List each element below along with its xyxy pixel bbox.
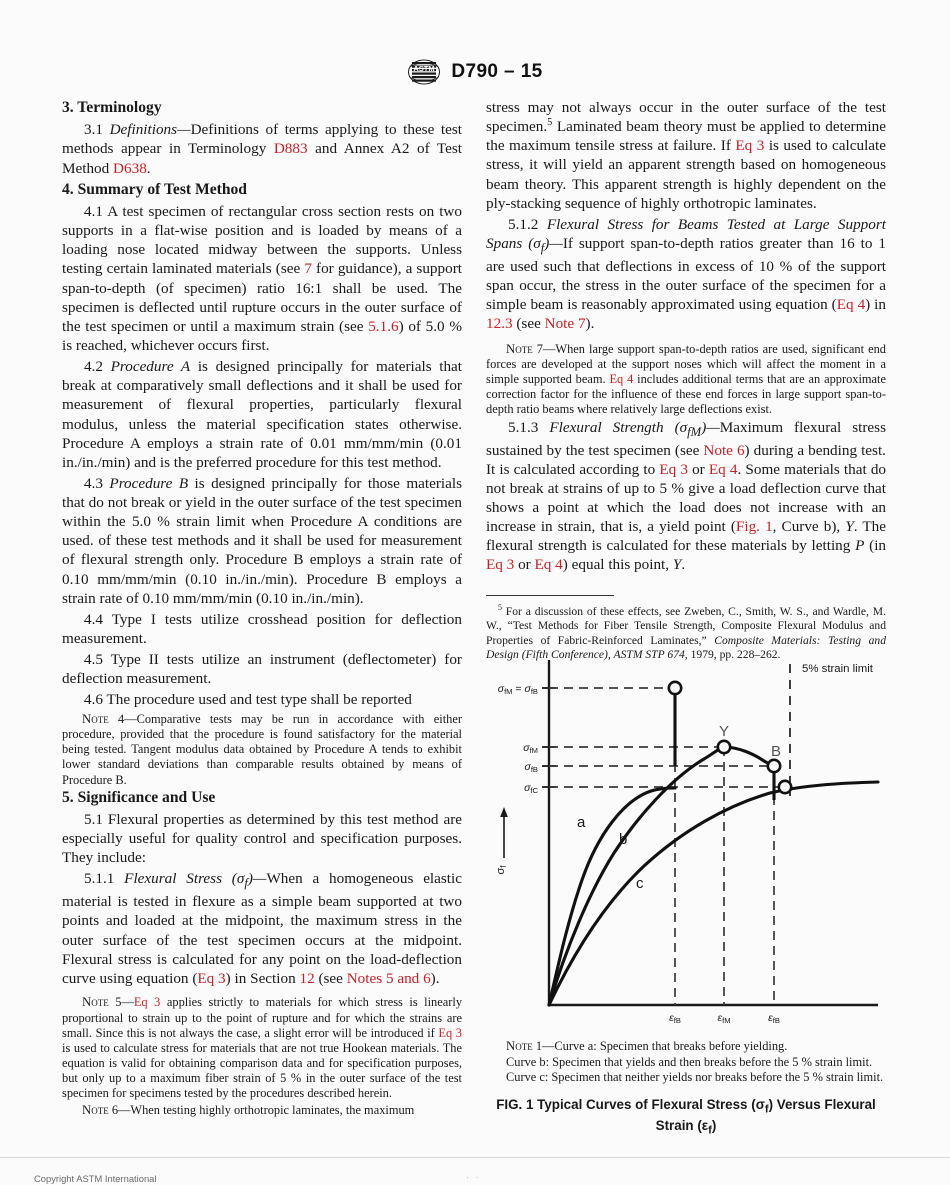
para-text: ) equal this point, — [562, 556, 673, 574]
para-term: Flexural Stress $(\sigma_f)—$ — [124, 870, 267, 891]
para-term: Flexural Stress for Beams Tested at Large Support Spans $(\sigma_f)—$ — [486, 215, 886, 256]
footnote-text: For a discussion of these effects, see Zweben, C., Smith, W. S., and Wardle, M. W., “Test Methods for Fiber Tensile Strength, Composite Flexural Modulus and Properties of Fabric-Reinforced Laminates,” — [486, 604, 886, 647]
paragraph-5-1: 5.1 Flexural properties as determined by this test method are especially useful for quality control and specification purposes. They include: — [62, 810, 462, 867]
svg-text:εfM: εfM — [717, 1012, 731, 1025]
note-label: Note — [82, 995, 109, 1010]
page-header — [0, 58, 950, 86]
note-label: Note — [82, 711, 109, 726]
figure-notes — [486, 1039, 886, 1086]
footer-mark: · · — [466, 1172, 481, 1182]
svg-text:σfM = σfB: σfM = σfB — [497, 683, 538, 696]
ref-link-eq4[interactable]: Eq 4 — [708, 460, 738, 478]
para-number: 4.2 — [84, 358, 111, 376]
point-label-b: B — [770, 743, 782, 760]
svg-text:ASTM: ASTM — [413, 64, 435, 73]
para-text: A test specimen of rectangular cross section rests on two supports in a flat-wise position and is loaded by means of a loading nose located midway between the supports. Unless testing certain laminated materials (see — [62, 202, 462, 278]
footnote-text: , 1979, pp. 228–262. — [684, 648, 781, 662]
para-text: . — [681, 556, 686, 574]
footnote-number: 5 — [498, 602, 502, 612]
para-text: (see — [314, 969, 347, 987]
curve-c — [549, 782, 878, 1005]
ref-link-note-7[interactable]: Note 7 — [544, 315, 586, 333]
svg-text:εfB: εfB — [768, 1012, 780, 1025]
para-text: or — [514, 556, 535, 574]
para-text: Maximum flexural stress sustained by the test specimen (see — [486, 418, 886, 459]
figure-note-curve-c: Curve c: Specimen that neither yields nor breaks before the 5 % strain limit. — [506, 1070, 884, 1085]
para-text: . Some materials that do not break at strains of up to 5 % give a load deflection curve that shows a point at which the load does not increase with an increase in strain, that is, a yield point ( — [486, 460, 887, 536]
note-label: Note — [506, 341, 533, 356]
paragraph-5-1-2 — [486, 215, 886, 334]
ref-link-12-3[interactable]: 12.3 — [486, 315, 513, 333]
right-column — [486, 98, 886, 663]
section-4-heading: 4. Summary of Test Method — [62, 180, 247, 198]
ref-link-eq3[interactable]: Eq 3 — [735, 137, 765, 155]
marker-curve-c-limit — [779, 781, 791, 793]
horizontal-reference-lines — [549, 688, 785, 787]
para-number: 4.3 — [84, 474, 110, 492]
ref-link-5-1-6[interactable]: 5.1.6 — [368, 317, 399, 335]
left-column — [62, 98, 462, 1119]
para-text: ). — [430, 969, 440, 987]
standard-designation: D790 – 15 — [451, 61, 543, 82]
para-text: If support span-to-depth ratios greater than 16 to 1 are used such that deflections in excess of 10 % of the support span occur, the stress in the outer surface of the specimen for a simple beam is reasonably approximated using equation ( — [486, 234, 886, 314]
note-text: 1—Curve a: Specimen that breaks before yielding. — [532, 1039, 788, 1053]
note-text: includes additional terms that are an approximate correction factor for the influence of these end forces in large support span-to-depth ratio beams where relatively large deflections exist. — [486, 372, 886, 417]
para-text: is used to calculate stress, it will yield an apparent strength based on homogeneous beam theory. This apparent strength is highly dependent on the ply-stacking sequence of highly orthotropic laminates. — [486, 137, 886, 212]
paragraph-4-4: 4.4 Type I tests utilize crosshead position for deflection measurement. — [62, 610, 462, 648]
svg-text:εfB: εfB — [669, 1012, 681, 1025]
para-text: ) in Section — [225, 969, 300, 987]
para-text: is designed principally for those materials that do not break or yield in the outer surface of the test specimen within the 5.0 % strain limit when Procedure A conditions are used. of these test methods and it shall be used for measurement of flexural strength only. Procedure B employs a strain rate of 0.10 mm/mm/min (0.10 in./in./min). Procedure B employs a strain rate of 0.10 mm/mm/min (0.10 in./in./min). — [62, 474, 463, 607]
para-number: 4.1 — [84, 202, 108, 220]
para-text: . — [146, 159, 151, 177]
para-text: (in — [864, 537, 887, 555]
x-tick-labels — [669, 1012, 780, 1025]
svg-text:σfC: σfC — [524, 782, 538, 795]
para-text: is designed principally for materials that break at comparatively small deflections and it shall be used for measurement of flexural properties, particularly flexural modulus, unless the material specification states otherwise. Procedure A employs a strain rate of 0.01 mm/mm/min (0.01 in./in./min) and is the preferred procedure for this test method. — [62, 358, 463, 471]
curve-label-c: c — [636, 875, 644, 892]
para-text: ) during a bending test. It is calculated according to — [486, 441, 886, 478]
footer-divider — [0, 1157, 950, 1158]
ref-link-eq4[interactable]: Eq 4 — [609, 372, 634, 387]
ref-link-12[interactable]: 12 — [299, 969, 315, 987]
para-number: 3.1 — [84, 121, 110, 139]
ref-link-notes-5-6[interactable]: Notes 5 and 6 — [346, 969, 431, 987]
para-number: 5.1.1 — [84, 870, 125, 888]
footnote-divider — [486, 595, 614, 596]
paragraph-4-1 — [62, 202, 462, 355]
note-label: Note — [82, 1103, 109, 1118]
y-tick-labels — [498, 683, 539, 795]
ref-link-eq3[interactable]: Eq 3 — [438, 1025, 462, 1040]
flexural-stress-strain-chart — [486, 648, 886, 1028]
note-text: 5— — [108, 995, 134, 1010]
footnote-source: Composite Materials: Testing and Design (Fifth Conference), ASTM STP 674 — [486, 633, 886, 662]
strain-limit-label: 5% strain limit — [802, 663, 873, 675]
ref-link-eq3[interactable]: Eq 3 — [659, 460, 688, 478]
note-4 — [62, 712, 462, 788]
ref-link-7[interactable]: 7 — [304, 260, 312, 278]
paragraph-4-2 — [62, 357, 462, 472]
section-3-heading: 3. Terminology — [62, 99, 162, 116]
curve-a — [549, 788, 675, 1005]
ref-link-d638[interactable]: D638 — [113, 159, 147, 177]
para-text: When a homogeneous elastic material is tested in flexure as a simple beam supported at two points and loaded at the midpoint, the maximum stress in the outer surface of the test specimen occurs at the midpoint. Flexural stress is calculated for any point on the load-deflection curve using equation ( — [62, 870, 462, 987]
note-6 — [62, 1103, 462, 1119]
ref-link-eq3[interactable]: Eq 3 — [486, 556, 515, 574]
marker-break-point-b — [768, 760, 780, 772]
figure-note-curve-b: Curve b: Specimen that yields and then breaks before the 5 % strain limit. — [506, 1054, 873, 1069]
y-axis-arrow — [500, 807, 508, 858]
figure-1 — [486, 648, 886, 1138]
note-text: is used to calculate stress for materials that are not true Hookean materials. The equation is valid for obtaining comparison data and for specification purposes, but only up to a maximum fiber strain of 5 % in the outer surface of the test specimen for specimens tested by the procedures described herein. — [62, 1040, 462, 1101]
note-text: 6—When testing highly orthotropic laminates, the maximum — [108, 1103, 415, 1118]
note-5 — [62, 995, 462, 1101]
para-text: for guidance), a support span-to-depth (of specimen) ratio 16:1 shall be used. The specimen is deflected until rupture occurs in the outer surface of the test specimen or until a maximum strain (see — [62, 260, 462, 335]
para-text: (see — [512, 315, 545, 333]
paragraph-continued — [486, 98, 886, 213]
ref-link-eq4[interactable]: Eq 4 — [534, 556, 563, 574]
paragraph-5-1-1 — [62, 869, 462, 988]
para-text: ) in — [865, 296, 886, 314]
para-text: , Curve b), — [772, 518, 846, 536]
para-text: and Annex A2 of Test Method — [62, 140, 462, 177]
marker-curve-a-break — [669, 682, 681, 694]
paragraph-5-1-3: 5.1.3 Flexural Strength $(\sigma_{fM})—Maximum$ flexural stress sustained by the test specimen (see Note 6) during a bending test. It is calculated according to Eq 3 or Eq 4. Some materials that do not break at strains of up to 5 % give a load deflection curve that shows a point at which the load does not increase with an increase in strain, that is, a yield point (Fig. 1, Curve b), Y. The flexural strength is calculated for these materials by letting P (in Eq 3 or Eq 4) equal this point, Y. — [486, 418, 887, 574]
curve-label-a: a — [577, 814, 586, 831]
note-label: Note — [506, 1039, 533, 1053]
para-text: ) of 5.0 % is reached, whichever occurs first. — [62, 317, 462, 354]
para-text: ). — [585, 315, 595, 333]
para-number: 5.1.2 — [508, 215, 547, 233]
para-text: stress may not always occur in the outer surface of the test specimen. — [486, 99, 886, 136]
footer-copyright: Copyright ASTM International — [34, 1173, 157, 1184]
figure-note-1 — [486, 1039, 886, 1055]
footnote-marker[interactable]: 5 — [547, 117, 553, 129]
svg-text:σfM: σfM — [523, 742, 538, 755]
paragraph-3-1 — [62, 120, 462, 177]
svg-text:σfB: σfB — [524, 761, 538, 774]
marker-yield-point-y — [718, 741, 730, 753]
para-text: Definitions of terms applying to these test methods appear in Terminology — [62, 121, 462, 158]
figure-caption: FIG. 1 Typical Curves of Flexural Stress $(\sigma_f)$ Versus Flexural Strain $(\varepsilon_f)$ — [496, 1096, 876, 1137]
para-text: Laminated beam theory must be applied to determine the maximum tensile stress at failure. If — [486, 118, 886, 155]
paragraph-4-3 — [62, 474, 462, 608]
paragraph-4-5: 4.5 Type II tests utilize an instrument (deflectometer) for deflection measurement. — [62, 651, 462, 688]
point-label-y: Y — [718, 723, 730, 740]
para-text: or — [687, 460, 709, 478]
para-text: . The flexural strength is calculated for these materials by letting — [486, 518, 886, 555]
note-7 — [486, 342, 886, 418]
note-text: 4—Comparative tests may be run in accordance with either procedure, provided that the procedure is found satisfactory for the material being tested. Tangent modulus data obtained by Procedure A tends to exhibit lower standard deviations than comparable results obtained by means of Procedure B. — [62, 711, 462, 787]
para-term: Flexural Strength $(\sigma_{fM})—$ — [549, 418, 720, 439]
ref-link-d883[interactable]: D883 — [273, 140, 308, 158]
ref-link-eq4[interactable]: Eq 4 — [836, 296, 866, 314]
ref-link-fig-1[interactable]: Fig. 1 — [735, 518, 773, 536]
note-text: 7—When large support span-to-depth ratios are used, significant end forces are developed at the support noses which will affect the moment in a simple supported beam. — [486, 341, 886, 387]
y-axis-title: σf — [495, 865, 508, 875]
para-term: Procedure A — [110, 358, 191, 376]
ref-link-eq3[interactable]: Eq 3 — [197, 969, 226, 987]
note-text: applies strictly to materials for which stress is linearly proportional to strain up to the point of rupture and for which the strains are small. Since this is not always the case, a slight error will be introduced if — [62, 995, 463, 1040]
para-term: Definitions— — [109, 121, 191, 139]
ref-link-eq3[interactable]: Eq 3 — [133, 995, 161, 1010]
ref-link-note-6[interactable]: Note 6 — [703, 441, 745, 459]
paragraph-4-6: 4.6 The procedure used and test type shall be reported — [84, 691, 412, 709]
astm-logo-icon — [407, 58, 441, 86]
para-number: 5.1.3 — [508, 418, 550, 436]
curve-label-b: b — [619, 831, 628, 848]
para-term: Procedure B — [109, 474, 189, 492]
section-5-heading: 5. Significance and Use — [62, 788, 216, 806]
